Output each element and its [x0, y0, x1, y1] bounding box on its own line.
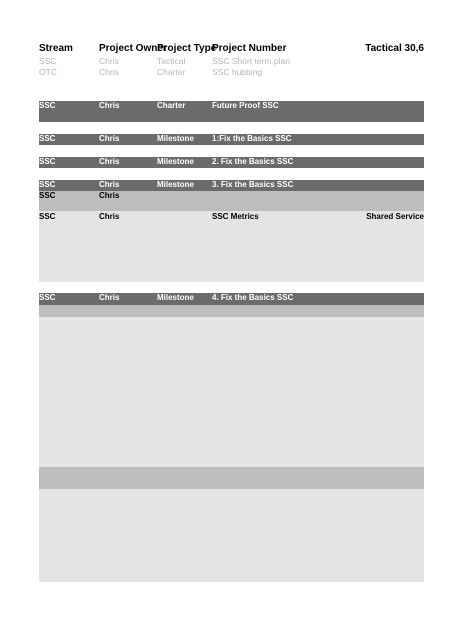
empty-band: [39, 467, 424, 489]
cell-number: SSC Short term plan: [212, 56, 290, 66]
cell-stream: SSC: [39, 191, 56, 200]
cell-number: 1:Fix the Basics SSC: [212, 134, 292, 143]
cell-owner: Chris: [99, 180, 120, 189]
row-fix-basics-1: [39, 134, 424, 145]
row-future-proof: [39, 101, 424, 122]
cell-stream: SSC: [39, 293, 56, 302]
cell-number: 2. Fix the Basics SSC: [212, 157, 294, 166]
empty-block: [39, 317, 424, 467]
cell-number: 3. Fix the Basics SSC: [212, 180, 294, 189]
header-project-owner: Project Owner: [99, 43, 167, 54]
cell-stream: SSC: [39, 101, 56, 110]
row-fix-basics-3: [39, 180, 424, 191]
cell-owner: Chris: [99, 101, 120, 110]
cell-stream: SSC: [39, 56, 57, 66]
row-fix-basics-3-sub: [39, 191, 424, 211]
faint-row: [39, 56, 424, 67]
row-fix-basics-2: [39, 157, 424, 168]
faint-row: [39, 67, 424, 78]
header-project-number: Project Number: [212, 43, 287, 54]
cell-type: Charter: [157, 67, 186, 77]
cell-owner: Chris: [99, 191, 120, 200]
empty-block: [39, 489, 424, 582]
cell-type: Charter: [157, 101, 186, 110]
cell-stream: SSC: [39, 180, 56, 189]
cell-owner: Chris: [99, 293, 120, 302]
cell-type: Milestone: [157, 180, 194, 189]
cell-stream: SSC: [39, 212, 56, 221]
cell-number: SSC hubbing: [212, 67, 263, 77]
cell-stream: SSC: [39, 134, 56, 143]
row-ssc-metrics: [39, 211, 424, 282]
cell-stream: OTC: [39, 67, 57, 77]
cell-owner: Chris: [99, 157, 120, 166]
header-stream: Stream: [39, 43, 73, 54]
cell-owner: Chris: [99, 56, 119, 66]
cell-owner: Chris: [99, 212, 120, 221]
cell-stream: SSC: [39, 157, 56, 166]
empty-band: [39, 305, 424, 317]
cell-owner: Chris: [99, 67, 119, 77]
header-row: [39, 43, 424, 55]
cell-shared-service: Shared Service: [366, 212, 424, 221]
cell-number: Future Proof SSC: [212, 101, 279, 110]
cell-type: Tactical: [157, 56, 186, 66]
row-fix-basics-4: [39, 293, 424, 305]
header-project-type: Project Type: [157, 43, 217, 54]
cell-number: 4. Fix the Basics SSC: [212, 293, 294, 302]
cell-type: Milestone: [157, 293, 194, 302]
cell-type: Milestone: [157, 134, 194, 143]
cell-number: SSC Metrics: [212, 212, 259, 221]
cell-type: Milestone: [157, 157, 194, 166]
cell-owner: Chris: [99, 134, 120, 143]
header-tactical: Tactical 30,6: [365, 43, 424, 54]
